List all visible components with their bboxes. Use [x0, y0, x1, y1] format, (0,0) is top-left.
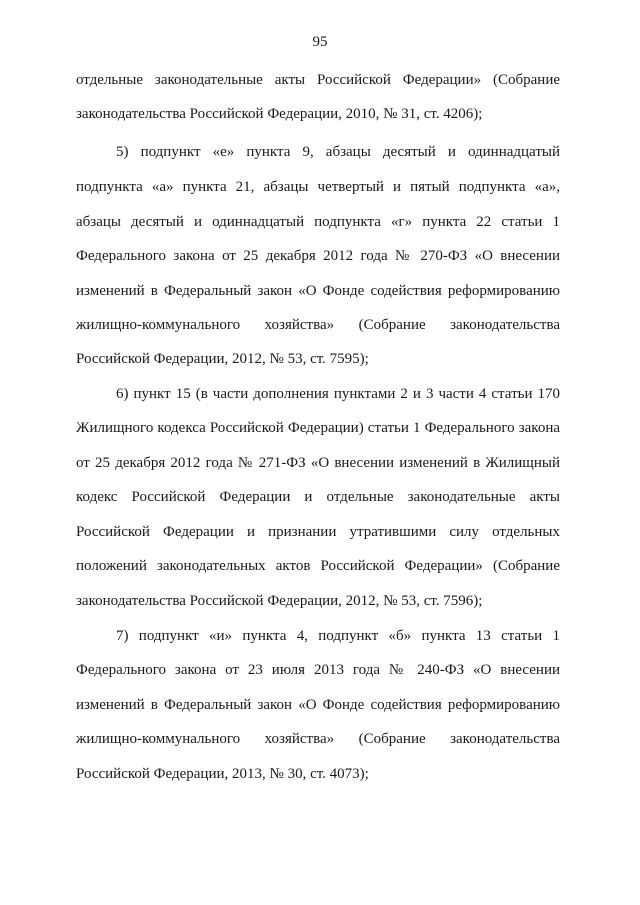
- paragraph-first-line: 7) подпункт «и» пункта 4, подпункт «б» пункта 13 статьи 1: [116, 628, 560, 644]
- paragraph-first-line: 6) пункт 15 (в части дополнения пунктами 2 и 3 части 4 статьи 170: [116, 386, 560, 402]
- text-line: кодекс Российской Федерации и отдельные законодательные акты: [76, 489, 560, 505]
- text-line: абзацы десятый и одиннадцатый подпункта «г» пункта 22 статьи 1: [76, 214, 560, 230]
- page-number: 95: [312, 34, 328, 50]
- text-line: законодательства Российской Федерации, 2010, № 31, ст. 4206);: [76, 106, 483, 122]
- text-line: законодательства Российской Федерации, 2012, № 53, ст. 7596);: [76, 593, 483, 609]
- text-line: подпункта «а» пункта 21, абзацы четвертый и пятый подпункта «а»,: [76, 179, 560, 195]
- text-line: Федерального закона от 23 июля 2013 года № 240-ФЗ «О внесении: [76, 662, 560, 678]
- text-line: жилищно-коммунального хозяйства» (Собрание законодательства: [76, 317, 560, 333]
- text-line: положений законодательных актов Российской Федерации» (Собрание: [76, 558, 560, 574]
- paragraph-first-line: 5) подпункт «е» пункта 9, абзацы десятый и одиннадцатый: [116, 144, 560, 160]
- text-line: отдельные законодательные акты Российской Федерации» (Собрание: [76, 72, 560, 88]
- text-line: Российской Федерации, 2012, № 53, ст. 7595);: [76, 351, 369, 367]
- text-line: Жилищного кодекса Российской Федерации) статьи 1 Федерального закона: [76, 420, 560, 436]
- text-line: жилищно-коммунального хозяйства» (Собрание законодательства: [76, 731, 560, 747]
- text-line: Федерального закона от 25 декабря 2012 года № 270-ФЗ «О внесении: [76, 248, 560, 264]
- text-line: от 25 декабря 2012 года № 271-ФЗ «О внесении изменений в Жилищный: [76, 455, 560, 471]
- text-line: Российской Федерации, 2013, № 30, ст. 4073);: [76, 766, 369, 782]
- text-line: Российской Федерации и признании утратившими силу отдельных: [76, 524, 560, 540]
- text-line: изменений в Федеральный закон «О Фонде содействия реформированию: [76, 283, 560, 299]
- text-line: изменений в Федеральный закон «О Фонде содействия реформированию: [76, 697, 560, 713]
